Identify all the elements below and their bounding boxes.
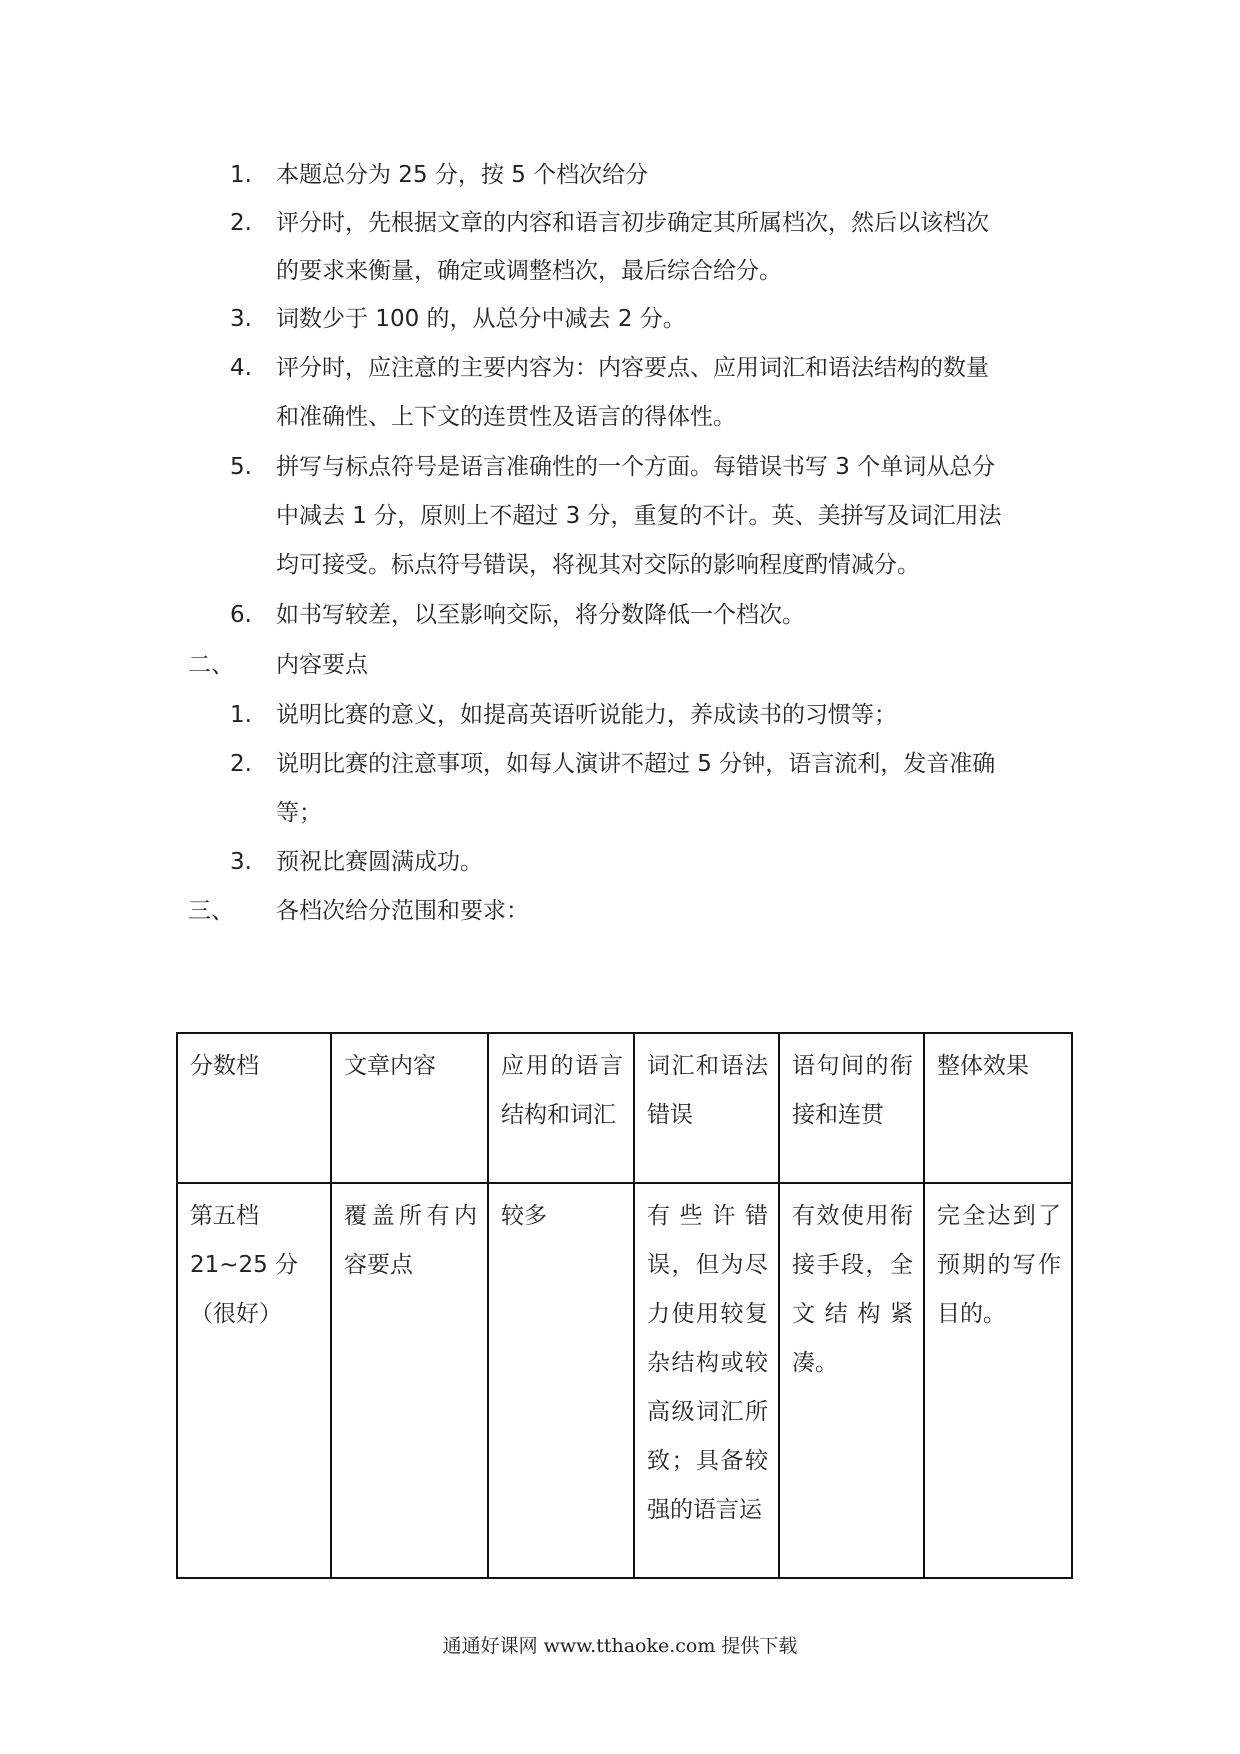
- rule-number: 6.: [230, 602, 252, 628]
- point-number: 3.: [230, 849, 252, 875]
- section-title: 各档次给分范围和要求：: [276, 898, 529, 924]
- rule-number: 5.: [230, 454, 252, 480]
- overall-cell: 完全达到了预期的写作目的。: [924, 1183, 1072, 1578]
- rule-text: 本题总分为 25 分，按 5 个档次给分: [276, 162, 649, 188]
- content-cell: 覆盖所有内容要点: [331, 1183, 488, 1578]
- rule-text: 评分时，先根据文章的内容和语言初步确定其所属档次，然后以该档次: [276, 210, 989, 236]
- level-range: 21~25 分: [190, 1252, 299, 1278]
- level-cell: [177, 1183, 331, 1578]
- header-cell-cohesion: 语句间的衔接和连贯: [779, 1033, 924, 1183]
- point-number: 2.: [230, 751, 252, 777]
- header-cell-overall: 整体效果: [924, 1033, 1072, 1183]
- rule-text: 拼写与标点符号是语言准确性的一个方面。每错误书写 3 个单词从总分: [276, 454, 996, 480]
- grading-table: [176, 1032, 1073, 1579]
- cohesion-cell: 有效使用衔接手段，全文结构紧凑。: [779, 1183, 924, 1578]
- rule-text: 中减去 1 分，原则上不超过 3 分，重复的不计。英、美拼写及词汇用法: [276, 503, 1002, 529]
- point-text: 说明比赛的意义，如提高英语听说能力，养成读书的习惯等；: [276, 702, 897, 728]
- rule-number: 3.: [230, 306, 252, 332]
- point-text: 等；: [276, 800, 322, 826]
- rule-text: 评分时，应注意的主要内容为：内容要点、应用词汇和语法结构的数量: [276, 355, 989, 381]
- header-cell-errors: 词汇和语法错误: [634, 1033, 779, 1183]
- table-row: [177, 1183, 1072, 1578]
- rule-text: 均可接受。标点符号错误，将视其对交际的影响程度酌情减分。: [276, 552, 920, 578]
- rule-number: 2.: [230, 210, 252, 236]
- point-number: 1.: [230, 702, 252, 728]
- section-title: 内容要点: [276, 652, 368, 678]
- header-cell-level: 分数档: [177, 1033, 331, 1183]
- rule-number: 4.: [230, 355, 252, 381]
- level-description: （很好）: [190, 1301, 282, 1327]
- point-text: 预祝比赛圆满成功。: [276, 849, 483, 875]
- page-footer: 通通好课网 www.tthaoke.com 提供下载: [442, 1635, 798, 1657]
- table-header-row: [177, 1033, 1072, 1183]
- rule-text: 词数少于 100 的，从总分中减去 2 分。: [276, 306, 686, 332]
- errors-cell: 有些许错误，但为尽力使用较复杂结构或较高级词汇所致；具备较强的语言运: [634, 1183, 779, 1578]
- header-cell-content: 文章内容: [331, 1033, 488, 1183]
- point-text: 说明比赛的注意事项，如每人演讲不超过 5 分钟，语言流利，发音准确: [276, 751, 996, 777]
- section-number: 三、: [188, 898, 234, 924]
- rule-text: 如书写较差，以至影响交际，将分数降低一个档次。: [276, 602, 805, 628]
- rule-text: 的要求来衡量，确定或调整档次，最后综合给分。: [276, 258, 782, 284]
- level-name: 第五档: [190, 1203, 259, 1229]
- header-cell-structures: 应用的语言结构和词汇: [488, 1033, 634, 1183]
- section-number: 二、: [188, 652, 234, 678]
- rule-text: 和准确性、上下文的连贯性及语言的得体性。: [276, 404, 736, 430]
- rule-number: 1.: [230, 162, 252, 188]
- structures-cell: 较多: [488, 1183, 634, 1578]
